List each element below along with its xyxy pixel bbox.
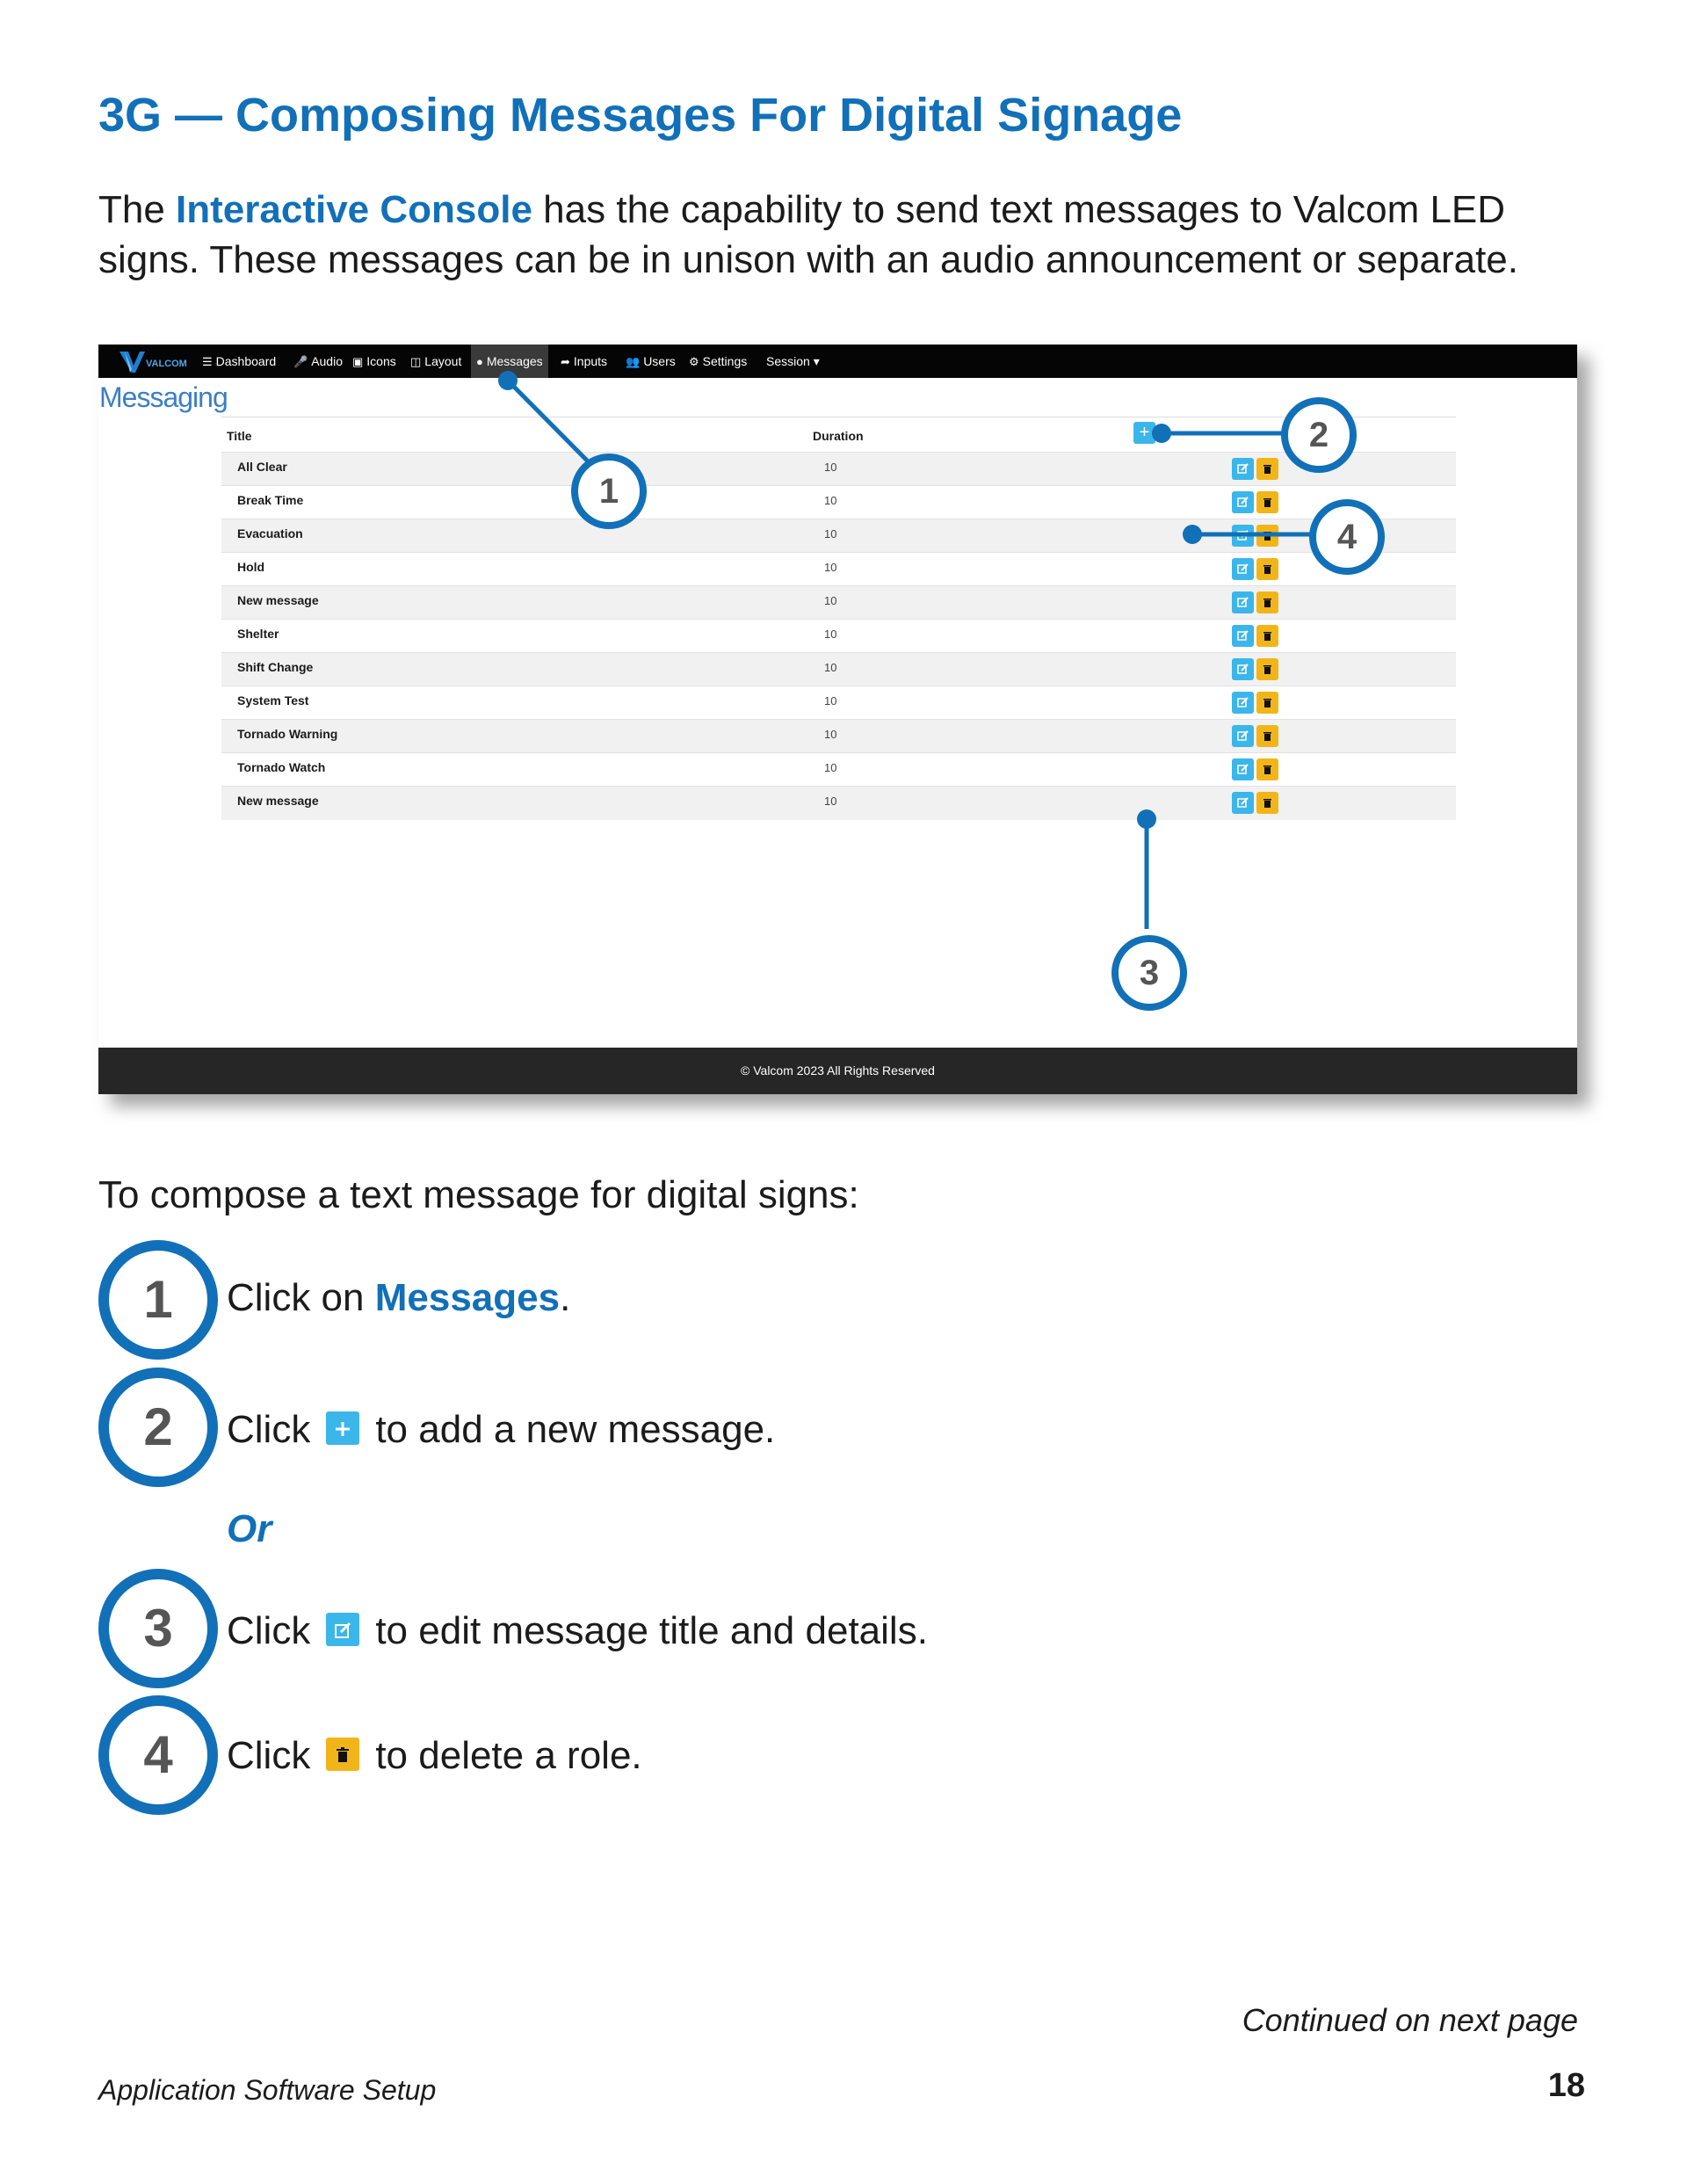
footer-section-name: Application Software Setup bbox=[98, 2074, 437, 2106]
message-title: Evacuation bbox=[237, 526, 303, 541]
callout-2: 2 bbox=[1281, 397, 1357, 473]
step-1-number: 1 bbox=[98, 1240, 218, 1360]
trash-icon bbox=[326, 1738, 359, 1771]
continued-note: Continued on next page bbox=[1242, 2002, 1578, 2038]
page-heading: 3G — Composing Messages For Digital Signage bbox=[98, 89, 1183, 141]
users-icon: 👥 bbox=[626, 355, 641, 368]
edit-icon bbox=[326, 1613, 359, 1646]
page-number: 18 bbox=[1547, 2067, 1585, 2104]
message-duration: 10 bbox=[824, 661, 837, 674]
callout-3: 3 bbox=[1111, 935, 1187, 1011]
message-title: Hold bbox=[237, 560, 265, 574]
message-duration: 10 bbox=[824, 628, 837, 641]
message-duration: 10 bbox=[824, 527, 837, 541]
nav-audio[interactable]: 🎤 Audio bbox=[293, 345, 343, 378]
message-title: Break Time bbox=[237, 493, 304, 507]
nav-messages[interactable]: ● Messages bbox=[471, 345, 548, 378]
intro-text-start: The bbox=[98, 188, 177, 231]
nav-users[interactable]: 👥 Users bbox=[626, 345, 676, 378]
message-title: New message bbox=[237, 794, 319, 808]
nav-icons[interactable]: ▣ Icons bbox=[352, 345, 396, 378]
nav-layout[interactable]: ◫ Layout bbox=[410, 345, 461, 378]
step-4-number: 4 bbox=[98, 1695, 218, 1815]
nav-dashboard[interactable]: ☰ Dashboard bbox=[202, 345, 276, 378]
intro-text-end: has the capability to send text messages to Valcom LED signs. These messages can be in unison with an audio announcement or separate. bbox=[98, 188, 1518, 281]
console-screenshot bbox=[98, 345, 1577, 1094]
message-duration: 10 bbox=[824, 594, 837, 607]
message-duration: 10 bbox=[824, 795, 837, 808]
add-icon bbox=[326, 1411, 359, 1445]
share-arrow-icon: ➦ bbox=[561, 355, 570, 368]
callout-3-anchor bbox=[1137, 809, 1156, 829]
step-2-text: Click to add a new message. bbox=[227, 1408, 776, 1451]
copyright-icon: © bbox=[741, 1063, 754, 1077]
image-icon: ▣ bbox=[352, 355, 364, 368]
messaging-title: Messaging bbox=[99, 381, 228, 413]
message-duration: 10 bbox=[824, 761, 837, 774]
step-2-number: 2 bbox=[98, 1368, 218, 1487]
nav-session-dropdown[interactable]: Session ▾ bbox=[766, 354, 820, 368]
or-label: Or bbox=[227, 1507, 272, 1550]
nav-settings[interactable]: ⚙ Settings bbox=[689, 345, 747, 378]
nav-inputs[interactable]: ➦ Inputs bbox=[561, 345, 607, 378]
intro-highlight: Interactive Console bbox=[176, 188, 532, 231]
callout-4-anchor bbox=[1183, 525, 1202, 544]
columns-icon: ◫ bbox=[410, 355, 422, 368]
callout-2-anchor bbox=[1152, 424, 1171, 443]
callout-1-anchor bbox=[498, 371, 518, 390]
step-4-text: Click to delete a role. bbox=[227, 1734, 642, 1777]
message-title: All Clear bbox=[237, 460, 287, 474]
message-duration: 10 bbox=[824, 694, 837, 707]
microphone-icon: 🎤 bbox=[293, 355, 308, 368]
message-title: Tornado Warning bbox=[237, 727, 338, 741]
speech-bubble-icon: ● bbox=[476, 355, 483, 368]
callout-4: 4 bbox=[1309, 499, 1385, 575]
message-title: Tornado Watch bbox=[237, 760, 326, 774]
message-title: Shift Change bbox=[237, 660, 314, 674]
message-duration: 10 bbox=[824, 461, 837, 474]
message-title: System Test bbox=[237, 693, 309, 707]
message-title: New message bbox=[237, 593, 319, 607]
callout-lines bbox=[98, 345, 1577, 1094]
message-duration: 10 bbox=[824, 561, 837, 574]
console-footer: © Valcom 2023 All Rights Reserved bbox=[98, 1048, 1577, 1094]
intro-paragraph bbox=[98, 185, 1592, 285]
instructions-lead: To compose a text message for digital signs: bbox=[98, 1173, 859, 1216]
step-3-number: 3 bbox=[98, 1569, 218, 1688]
svg-text:VALCOM: VALCOM bbox=[146, 359, 187, 369]
step-3-text: Click to edit message title and details. bbox=[227, 1609, 928, 1652]
add-message-button[interactable]: + bbox=[1133, 422, 1155, 444]
message-duration: 10 bbox=[824, 728, 837, 741]
menu-icon: ☰ bbox=[202, 355, 213, 368]
gear-icon: ⚙ bbox=[689, 355, 699, 368]
column-header-duration: Duration bbox=[813, 429, 864, 443]
messages-link-text: Messages bbox=[374, 1276, 561, 1319]
message-title: Shelter bbox=[237, 627, 279, 641]
callout-1: 1 bbox=[571, 453, 647, 529]
message-duration: 10 bbox=[824, 494, 837, 507]
column-header-title: Title bbox=[227, 429, 252, 443]
step-1-text: Click on Messages. bbox=[227, 1276, 571, 1319]
